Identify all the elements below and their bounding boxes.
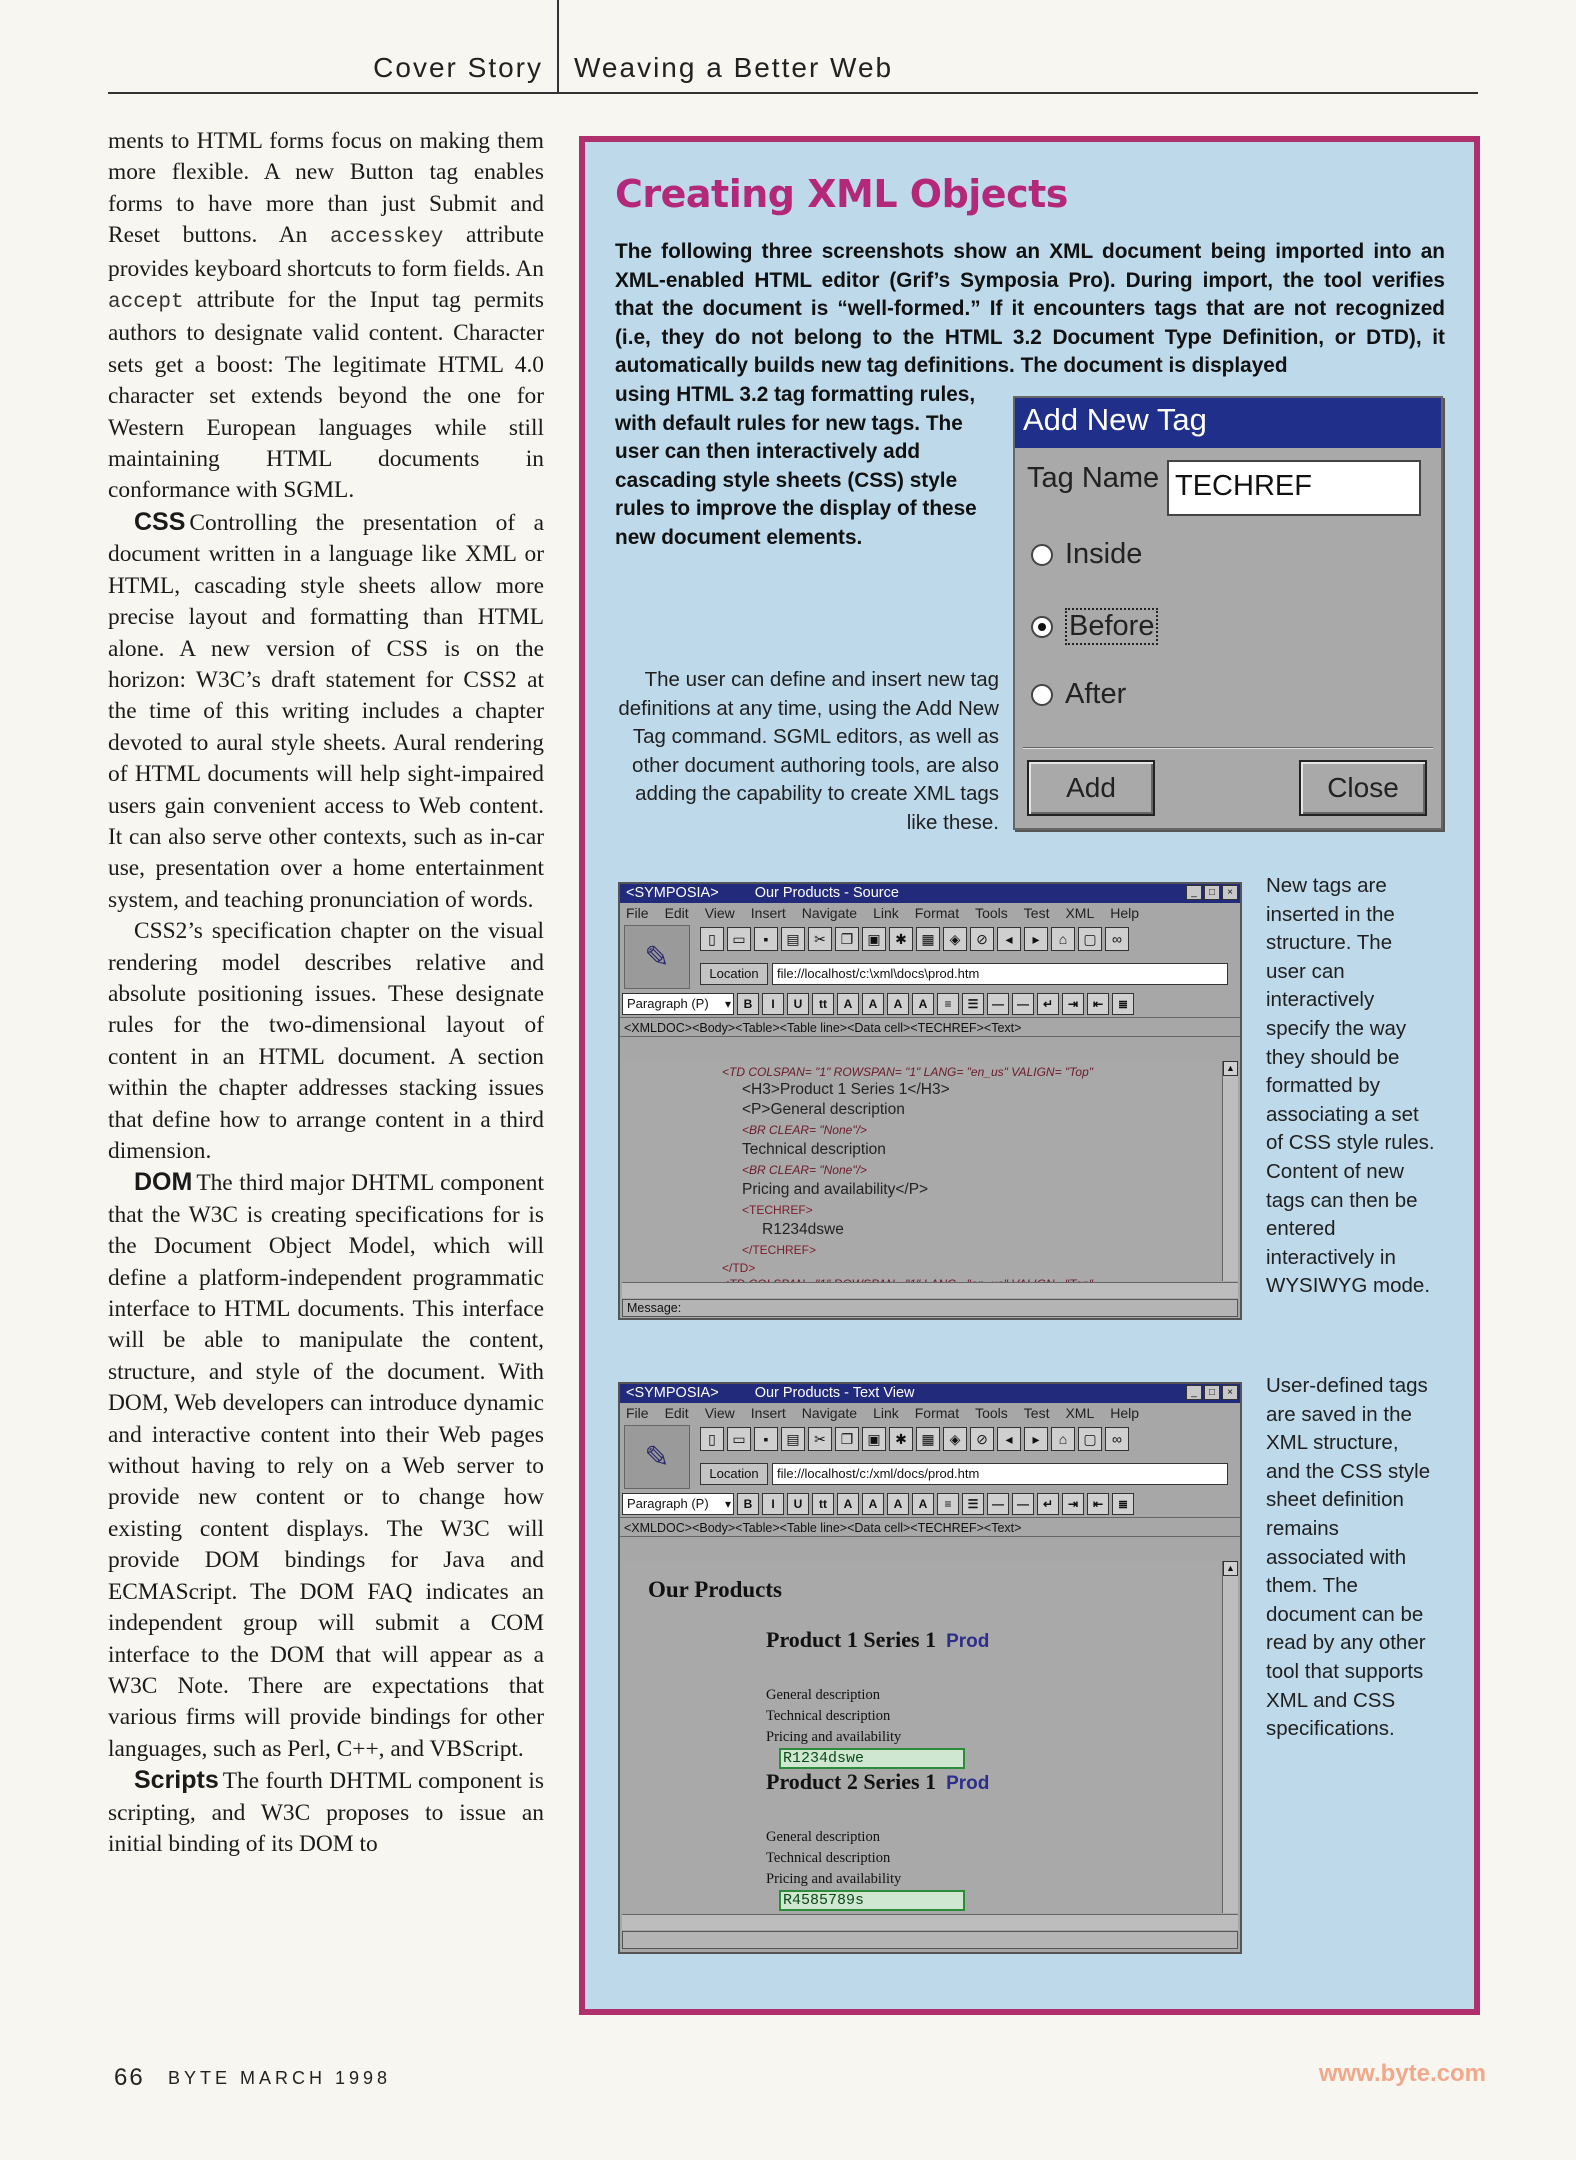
add-button[interactable]: Add — [1027, 760, 1155, 816]
paragraph-css2: CSS2’s specification chapter on the visual rendering model describes relative and absolute positioning issues. These designate rules for the two-dimensional layout of content in an HTML document. A section within the chapter addresses stacking issues that define how to arrange content in a third dimension. — [108, 918, 544, 1164]
save-icon[interactable]: ▪ — [754, 927, 778, 951]
sidebar-intro-continued: using HTML 3.2 tag formatting rules, with default rules for new tags. The user can then interactively add cascading style sheets (CSS) style rules to improve the display of these new document elements. — [615, 383, 977, 549]
toolbar — [620, 1423, 1240, 1491]
return-icon[interactable]: ↵ — [1037, 993, 1059, 1015]
window-titlebar: <SYMPOSIA> Our Products - Text View _ □ × — [620, 1384, 1240, 1403]
source-view-window — [618, 882, 1242, 1320]
code-line: <TD COLSPAN= "1" ROWSPAN= "1" LANG= "en_us" VALIGN= "Top" — [722, 1065, 1094, 1079]
menu-insert[interactable]: Insert — [750, 1405, 786, 1421]
code-accesskey: accesskey — [329, 226, 444, 250]
paragraph-scripts: Scripts The fourth DHTML component is scripting, and W3C proposes to issue an initial binding of its DOM to — [108, 1766, 544, 1857]
line-icon[interactable]: — — [1012, 1493, 1034, 1515]
new-icon[interactable]: ▯ — [700, 927, 724, 951]
maximize-icon[interactable]: □ — [1204, 1385, 1220, 1400]
rule-icon[interactable]: — — [987, 1493, 1009, 1515]
dialog-title: Add New Tag — [1015, 398, 1441, 448]
open-icon[interactable]: ▭ — [727, 927, 751, 951]
underline-icon[interactable]: U — [787, 1493, 809, 1515]
menu-format[interactable]: Format — [914, 905, 960, 921]
menu-xml[interactable]: XML — [1065, 1405, 1095, 1421]
location-input[interactable]: file://localhost/c:/xml/docs/prod.htm — [772, 1463, 1228, 1485]
code-line: </TD> — [722, 1261, 756, 1275]
italic-icon[interactable]: I — [762, 1493, 784, 1515]
menu-tools[interactable]: Tools — [975, 905, 1008, 921]
paragraph-dom: DOM The third major DHTML component that the W3C is creating specifications for is the Document Object Model, which will define a platform-independent programmatic interface to HTML documents. This interface will be able to manipulate the content, structure, and style of the document. With DOM, Web developers can introduce dynamic and interactive content into their Web pages without having to rely on a Web server to provide new content or to change how existing content displays. The W3C will provide DOM bindings for Java and ECMAScript. The DOM FAQ indicates an independent group will submit a COM interface to the DOM that will appear as a W3C Note. There are expectations that various firms will provide bindings for other languages, such as Perl, C++, and VBScript. — [108, 1168, 544, 1762]
section-label: Cover Story — [373, 52, 543, 83]
pricing-availability: Pricing and availability — [766, 1729, 902, 1745]
indent-icon[interactable]: ⇥ — [1062, 1493, 1084, 1515]
subhead-scripts: Scripts — [134, 1766, 219, 1795]
cut-icon[interactable]: ✂ — [808, 927, 832, 951]
bold-icon[interactable]: B — [737, 993, 759, 1015]
tag-name-input[interactable]: TECHREF — [1167, 460, 1421, 516]
home-icon[interactable]: ⌂ — [1051, 1427, 1075, 1451]
table-icon[interactable]: ▦ — [916, 1427, 940, 1451]
open-icon[interactable]: ▭ — [727, 1427, 751, 1451]
toolbar-buttons — [700, 1427, 1129, 1451]
paste-icon[interactable]: ▣ — [862, 1427, 886, 1451]
menu-tools[interactable]: Tools — [975, 1405, 1008, 1421]
techref-field[interactable]: R1234dswe — [779, 1748, 965, 1769]
subhead-css: CSS — [134, 507, 186, 536]
menu-help[interactable]: Help — [1110, 905, 1140, 921]
sidebar-intro: The following three screenshots show an XML document being imported into an XML-enabled HTML editor (Grif’s Symposia Pro). During import, the tool verifies that the document is “well-formed.” If it encounters tags that are not recognized (i.e, they do not belong to the HTML 3.2 Document Type Definition, or DTD), it automatically builds new tag definitions. The document is displayed — [615, 240, 1445, 378]
back-icon[interactable]: ◂ — [997, 1427, 1021, 1451]
close-icon[interactable]: × — [1222, 885, 1238, 900]
tag-name-label: Tag Name — [1027, 462, 1160, 494]
larger-font-icon[interactable]: A — [887, 1493, 909, 1515]
menu-xml[interactable]: XML — [1065, 905, 1095, 921]
paragraph-forms: ments to HTML forms focus on making them more flexible. A new Button tag enables forms to have more than just Submit and Reset buttons. An accesskey attribute provides keyboard shortcuts to form fields. An accept attribute for the Input tag permits authors to designate valid content. Character sets get a boost: The legitimate HTML 4.0 character set extends beyond the one for Western European languages while still maintaining HTML documents in conformance with SGML. — [108, 128, 544, 504]
image-icon[interactable]: ◈ — [943, 1427, 967, 1451]
page-icon[interactable]: ▢ — [1078, 1427, 1102, 1451]
underline-icon[interactable]: U — [787, 993, 809, 1015]
menu-test[interactable]: Test — [1023, 1405, 1050, 1421]
menu-bar — [620, 903, 1240, 923]
code-line: Pricing and availability</P> — [742, 1181, 929, 1198]
menu-view[interactable]: View — [704, 1405, 735, 1421]
menu-navigate[interactable]: Navigate — [801, 905, 858, 921]
radio-before[interactable]: Before — [1031, 608, 1158, 645]
source-editor[interactable] — [622, 1061, 1220, 1281]
horizontal-scrollbar[interactable] — [622, 1914, 1238, 1930]
align-icon[interactable]: ≣ — [1112, 1493, 1134, 1515]
format-toolbar — [620, 1491, 1240, 1517]
bullet-list-icon[interactable]: ☰ — [962, 1493, 984, 1515]
new-icon[interactable]: ▯ — [700, 1427, 724, 1451]
radio-inside[interactable]: Inside — [1031, 538, 1142, 571]
toolbar — [620, 923, 1240, 991]
font-icon[interactable]: A — [912, 993, 934, 1015]
menu-format[interactable]: Format — [914, 1405, 960, 1421]
teletype-icon[interactable]: tt — [812, 1493, 834, 1515]
menu-file[interactable]: File — [626, 905, 649, 921]
code-line: <P>General description — [742, 1101, 905, 1118]
scroll-up-icon[interactable]: ▲ — [1223, 1561, 1238, 1576]
magazine-issue: BYTE MARCH 1998 — [168, 2068, 392, 2088]
menu-edit[interactable]: Edit — [664, 905, 689, 921]
magazine-url: www.byte.com — [1318, 2060, 1486, 2087]
smaller-font-icon[interactable]: A — [862, 993, 884, 1015]
menu-test[interactable]: Test — [1023, 905, 1050, 921]
radio-button-icon — [1031, 684, 1053, 706]
bullet-list-icon[interactable]: ☰ — [962, 993, 984, 1015]
running-title: Weaving a Better Web — [574, 52, 894, 83]
scroll-up-icon[interactable]: ▲ — [1223, 1061, 1238, 1076]
menu-help[interactable]: Help — [1110, 1405, 1140, 1421]
numbered-list-icon[interactable]: ≡ — [937, 1493, 959, 1515]
toolbar-buttons — [700, 927, 1129, 951]
code-line: <TECHREF> — [742, 1203, 813, 1217]
location-label: Location — [700, 963, 768, 985]
menu-link[interactable]: Link — [873, 905, 899, 921]
prod-tag-marker: Prod — [946, 1773, 990, 1794]
caption-source-view: New tags are inserted in the structure. The user can interactively specify the way they should be formatted by associating a set of CSS style rules. Content of new tags can then be entered interactively in WYSIWYG mode. — [1266, 874, 1435, 1298]
font-color-icon[interactable]: A — [837, 1493, 859, 1515]
techref-field[interactable]: R4585789s — [779, 1890, 965, 1911]
symposia-logo-icon: ✎ — [624, 1425, 690, 1489]
element-breadcrumb: <XMLDOC><Body><Table><Table line><Data cell><TECHREF><Text> — [620, 1517, 1240, 1537]
link-icon[interactable]: ⊘ — [970, 1427, 994, 1451]
maximize-icon[interactable]: □ — [1204, 885, 1220, 900]
code-line: Technical description — [742, 1141, 886, 1158]
teletype-icon[interactable]: tt — [812, 993, 834, 1015]
status-bar: Message: — [622, 1299, 1238, 1317]
forward-icon[interactable]: ▸ — [1024, 927, 1048, 951]
menu-edit[interactable]: Edit — [664, 1405, 689, 1421]
product-heading: Product 1 Series 1 Prod — [766, 1627, 990, 1652]
subhead-dom: DOM — [134, 1168, 193, 1197]
minimize-icon[interactable]: _ — [1186, 1385, 1202, 1400]
paragraph-style-select[interactable]: Paragraph (P) ▾ — [622, 1493, 734, 1515]
sidebar-title: Creating XML Objects — [615, 172, 1068, 216]
close-button[interactable]: Close — [1299, 760, 1427, 816]
line-icon[interactable]: — — [1012, 993, 1034, 1015]
menu-file[interactable]: File — [626, 1405, 649, 1421]
forward-icon[interactable]: ▸ — [1024, 1427, 1048, 1451]
element-breadcrumb: <XMLDOC><Body><Table><Table line><Data cell><TECHREF><Text> — [620, 1017, 1240, 1037]
binoculars-icon[interactable]: ∞ — [1105, 927, 1129, 951]
print-icon[interactable]: ▤ — [781, 1427, 805, 1451]
format-toolbar — [620, 991, 1240, 1017]
general-description: General description — [766, 1829, 880, 1845]
code-line: </TECHREF> — [742, 1243, 817, 1257]
print-icon[interactable]: ▤ — [781, 927, 805, 951]
link-icon[interactable]: ⊘ — [970, 927, 994, 951]
caption-add-tag: The user can define and insert new tag definitions at any time, using the Add New Tag command. SGML editors, as well as other document authoring tools, are also adding the capability to create XML tags like these. — [618, 668, 999, 834]
font-icon[interactable]: A — [912, 1493, 934, 1515]
code-line: <H3>Product 1 Series 1</H3> — [742, 1081, 950, 1098]
home-icon[interactable]: ⌂ — [1051, 927, 1075, 951]
copy-icon[interactable]: ❐ — [835, 927, 859, 951]
technical-description: Technical description — [766, 1708, 891, 1724]
paragraph-style-select[interactable]: Paragraph (P) ▾ — [622, 993, 734, 1015]
numbered-list-icon[interactable]: ≡ — [937, 993, 959, 1015]
style-icon[interactable]: ✱ — [889, 927, 913, 951]
image-icon[interactable]: ◈ — [943, 927, 967, 951]
product-heading: Product 2 Series 1 Prod — [766, 1769, 990, 1794]
paragraph-css: CSS Controlling the presentation of a document written in a language like XML or HTML, cascading style sheets allow more precise layout and formatting than HTML alone. A new version of CSS is on the horizon: W3C’s draft statement for CSS2 at the time of this writing includes a chapter devoted to aural style sheets. Aural rendering of HTML documents will help sight-impaired users gain convenient access to Web content. It can also serve other contexts, such as in-car use, presentation over a home entertainment system, and teaching pronunciation of words. — [108, 507, 544, 913]
cut-icon[interactable]: ✂ — [808, 1427, 832, 1451]
rule-icon[interactable]: — — [987, 993, 1009, 1015]
header-divider — [557, 0, 559, 92]
add-new-tag-dialog — [1013, 396, 1443, 830]
menu-insert[interactable]: Insert — [750, 905, 786, 921]
larger-font-icon[interactable]: A — [887, 993, 909, 1015]
bold-icon[interactable]: B — [737, 1493, 759, 1515]
technical-description: Technical description — [766, 1850, 891, 1866]
caption-text-view: User-defined tags are saved in the XML structure, and the CSS style sheet definition remains associated with them. The document can be read by any other tool that supports XML and CSS specifications. — [1266, 1374, 1431, 1741]
menu-view[interactable]: View — [704, 905, 735, 921]
minimize-icon[interactable]: _ — [1186, 885, 1202, 900]
table-icon[interactable]: ▦ — [916, 927, 940, 951]
prod-tag-marker: Prod — [946, 1631, 990, 1652]
symposia-logo-icon: ✎ — [624, 925, 690, 989]
general-description: General description — [766, 1687, 880, 1703]
wysiwyg-editor[interactable] — [622, 1561, 1220, 1913]
menu-bar — [620, 1403, 1240, 1423]
code-accept: accept — [108, 291, 184, 315]
document-heading: Our Products — [648, 1577, 782, 1602]
italic-icon[interactable]: I — [762, 993, 784, 1015]
menu-link[interactable]: Link — [873, 1405, 899, 1421]
page-number: 66 — [114, 2064, 145, 2091]
code-line: <BR CLEAR= "None"/> — [742, 1163, 867, 1177]
code-line: R1234dswe — [762, 1221, 844, 1238]
dialog-separator — [1023, 747, 1433, 749]
copy-icon[interactable]: ❐ — [835, 1427, 859, 1451]
font-color-icon[interactable]: A — [837, 993, 859, 1015]
location-input[interactable]: file://localhost/c:\xml\docs\prod.htm — [772, 963, 1228, 985]
close-icon[interactable]: × — [1222, 1385, 1238, 1400]
outdent-icon[interactable]: ⇤ — [1087, 1493, 1109, 1515]
pricing-availability: Pricing and availability — [766, 1871, 902, 1887]
location-label: Location — [700, 1463, 768, 1485]
sidebar-box — [579, 136, 1480, 2015]
return-icon[interactable]: ↵ — [1037, 1493, 1059, 1515]
align-icon[interactable]: ≣ — [1112, 993, 1134, 1015]
vertical-scrollbar[interactable] — [1222, 1061, 1238, 1281]
horizontal-scrollbar[interactable] — [622, 1282, 1238, 1298]
smaller-font-icon[interactable]: A — [862, 1493, 884, 1515]
vertical-scrollbar[interactable] — [1222, 1561, 1238, 1913]
back-icon[interactable]: ◂ — [997, 927, 1021, 951]
binoculars-icon[interactable]: ∞ — [1105, 1427, 1129, 1451]
article-column — [108, 126, 544, 1860]
radio-after[interactable]: After — [1031, 678, 1126, 711]
save-icon[interactable]: ▪ — [754, 1427, 778, 1451]
radio-button-selected-icon — [1031, 616, 1053, 638]
window-titlebar: <SYMPOSIA> Our Products - Source _ □ × — [620, 884, 1240, 903]
radio-button-icon — [1031, 544, 1053, 566]
code-line: <BR CLEAR= "None"/> — [742, 1123, 867, 1137]
page-icon[interactable]: ▢ — [1078, 927, 1102, 951]
outdent-icon[interactable]: ⇤ — [1087, 993, 1109, 1015]
header-rule — [108, 92, 1478, 94]
status-bar — [622, 1931, 1238, 1949]
style-icon[interactable]: ✱ — [889, 1427, 913, 1451]
text-view-window — [618, 1382, 1242, 1954]
indent-icon[interactable]: ⇥ — [1062, 993, 1084, 1015]
menu-navigate[interactable]: Navigate — [801, 1405, 858, 1421]
paste-icon[interactable]: ▣ — [862, 927, 886, 951]
